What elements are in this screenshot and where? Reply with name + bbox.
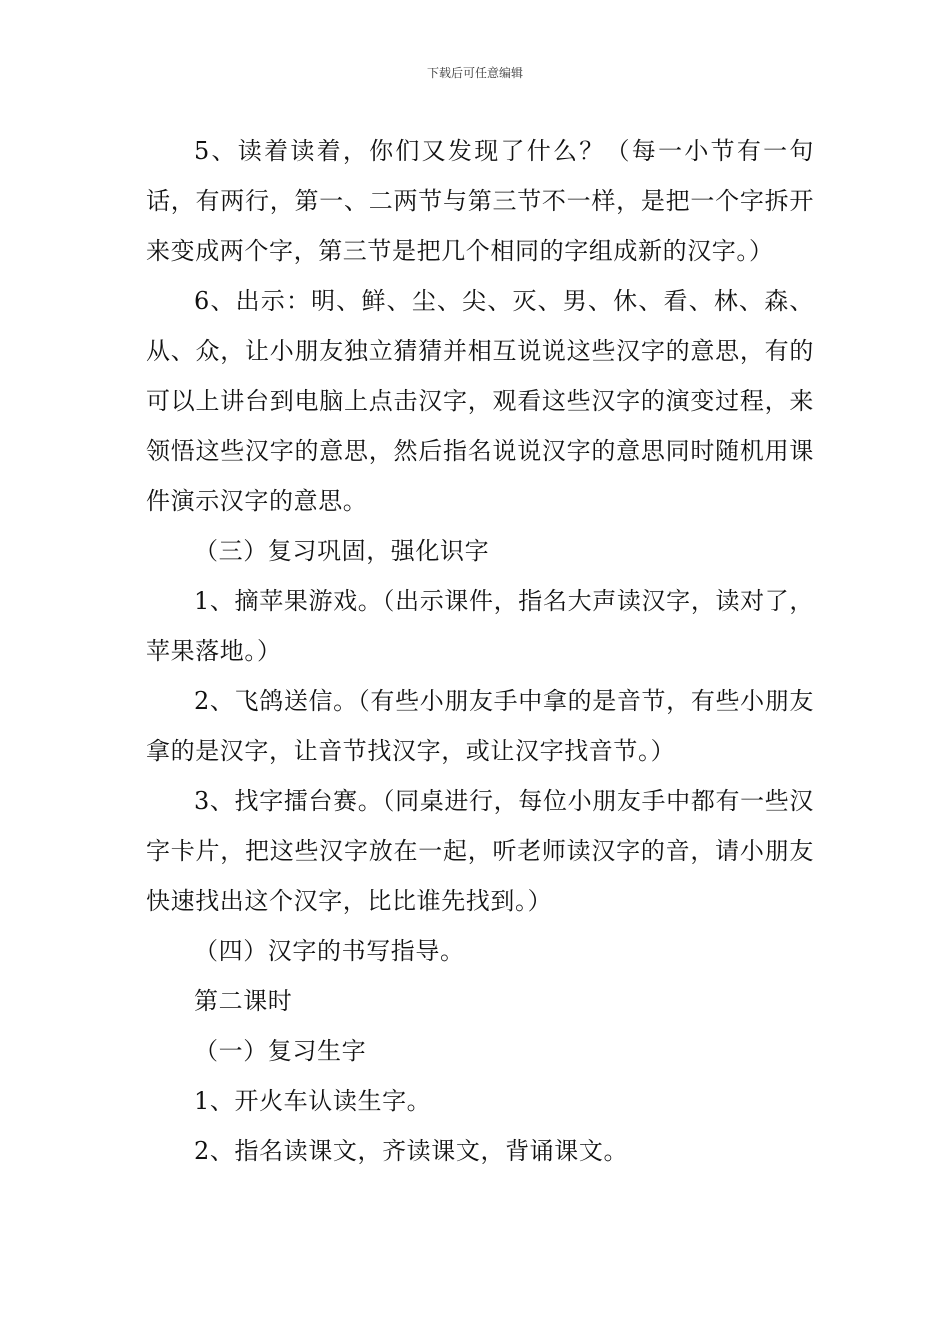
paragraph-item-2-reading: 2、指名读课文，齐读课文，背诵课文。 — [194, 1137, 629, 1165]
paragraph-item-3-contest: 3、找字擂台赛。（同桌进行，每位小朋友手中都有一些汉字卡片，把这些汉字放在一起，听老师读汉字的音，请小朋友快速找出这个汉字，比比谁先找到。） — [146, 787, 814, 915]
paragraph-item-1-train: 1、开火车认读生字。 — [194, 1087, 432, 1115]
paragraph-item-5: 5、读着读着，你们又发现了什么？（每一小节有一句话，有两行，第一、二两节与第三节不一样，是把一个字拆开来变成两个字，第三节是把几个相同的字组成新的汉字。） — [146, 137, 814, 265]
section-heading-review-characters: （一）复习生字 — [194, 1037, 367, 1065]
lesson-heading-second: 第二课时 — [194, 987, 293, 1015]
paragraph-item-2-pigeon: 2、飞鸽送信。（有些小朋友手中拿的是音节，有些小朋友拿的是汉字，让音节找汉字，或让汉字找音节。） — [146, 687, 814, 765]
paragraph-item-6: 6、出示：明、鲜、尘、尖、灭、男、休、看、林、森、从、众，让小朋友独立猜猜并相互说说这些汉字的意思，有的可以上讲台到电脑上点击汉字，观看这些汉字的演变过程，来领悟这些汉字的意思，然后指名说说汉字的意思同时随机用课件演示汉字的意思。 — [146, 287, 814, 515]
page-header: 下载后可任意编辑 — [426, 66, 523, 80]
document-body — [146, 126, 814, 1176]
section-heading-review: （三）复习巩固，强化识字 — [194, 537, 490, 565]
paragraph-item-1-apple-game: 1、摘苹果游戏。（出示课件，指名大声读汉字，读对了，苹果落地。） — [146, 587, 814, 665]
section-heading-writing: （四）汉字的书写指导。 — [194, 937, 465, 965]
